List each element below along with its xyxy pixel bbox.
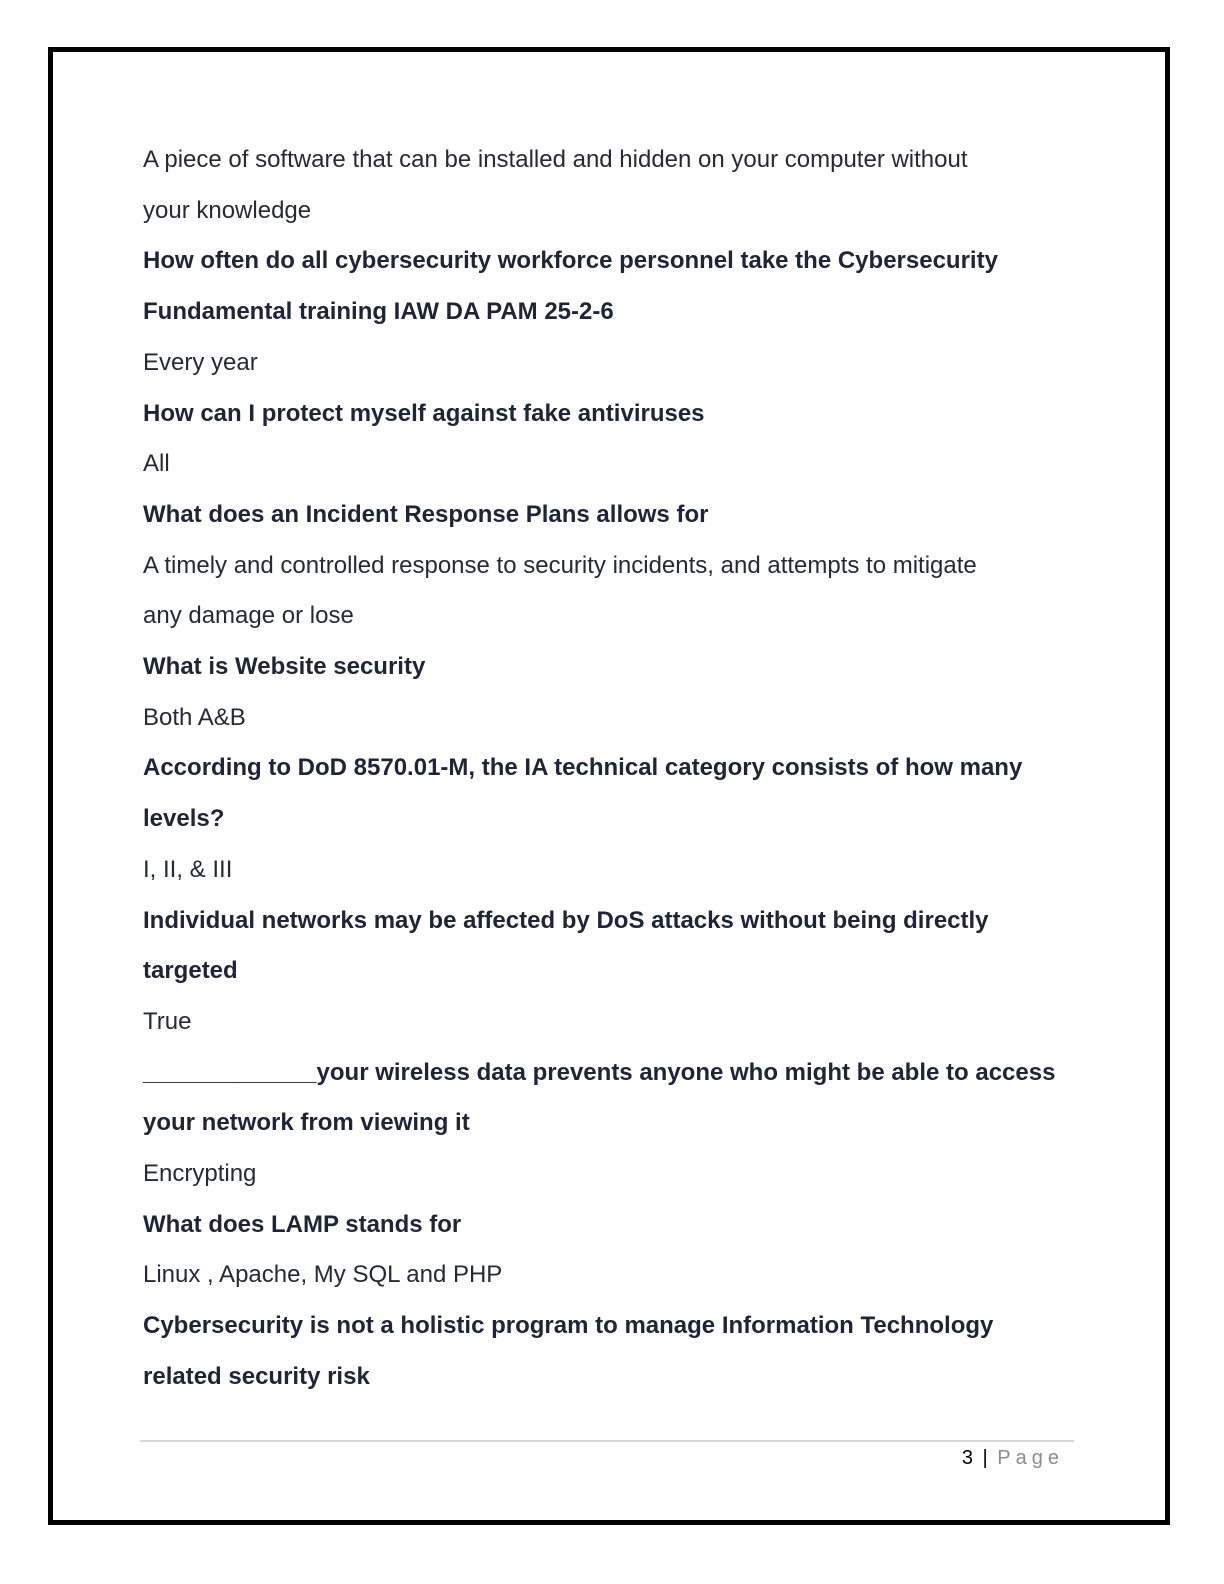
answer-text: Both A&B bbox=[143, 703, 246, 731]
document-body bbox=[143, 135, 1083, 1403]
answer-text: A timely and controlled response to security incidents, and attempts to mitigate bbox=[143, 551, 977, 579]
answer-text: I, II, & III bbox=[143, 855, 233, 883]
answer-text: Every year bbox=[143, 348, 258, 376]
page-number: 3 bbox=[961, 1447, 973, 1469]
question-text: What does LAMP stands for bbox=[143, 1210, 462, 1238]
question-text: your network from viewing it bbox=[143, 1109, 470, 1137]
question-text: Fundamental training IAW DA PAM 25-2-6 bbox=[143, 298, 614, 326]
question-text: Cybersecurity is not a holistic program to manage Information Technology bbox=[143, 1312, 994, 1340]
question-text: How can I protect myself against fake antiviruses bbox=[143, 399, 705, 427]
answer-text: True bbox=[143, 1007, 192, 1035]
question-text: What is Website security bbox=[143, 653, 426, 681]
answer-text: Linux , Apache, My SQL and PHP bbox=[143, 1261, 503, 1289]
footer-divider bbox=[140, 1440, 1074, 1442]
question-text: _____________your wireless data prevents anyone who might be able to access bbox=[143, 1058, 1056, 1086]
answer-text: any damage or lose bbox=[143, 602, 354, 630]
answer-text: your knowledge bbox=[143, 196, 312, 224]
page-label: Page bbox=[997, 1447, 1064, 1469]
question-text: What does an Incident Response Plans allows for bbox=[143, 500, 709, 528]
question-text: levels? bbox=[143, 805, 225, 833]
question-text: How often do all cybersecurity workforce personnel take the Cybersecurity bbox=[143, 247, 998, 275]
question-text: targeted bbox=[143, 957, 238, 985]
footer-separator: | bbox=[982, 1447, 988, 1469]
question-text: According to DoD 8570.01-M, the IA technical category consists of how many bbox=[143, 754, 1023, 782]
answer-text: A piece of software that can be installed and hidden on your computer without bbox=[143, 146, 968, 173]
answer-text: All bbox=[143, 450, 170, 478]
question-text: related security risk bbox=[143, 1362, 370, 1390]
question-text: Individual networks may be affected by DoS attacks without being directly bbox=[143, 906, 989, 934]
page-footer bbox=[962, 1445, 1064, 1471]
answer-text: Encrypting bbox=[143, 1160, 257, 1188]
